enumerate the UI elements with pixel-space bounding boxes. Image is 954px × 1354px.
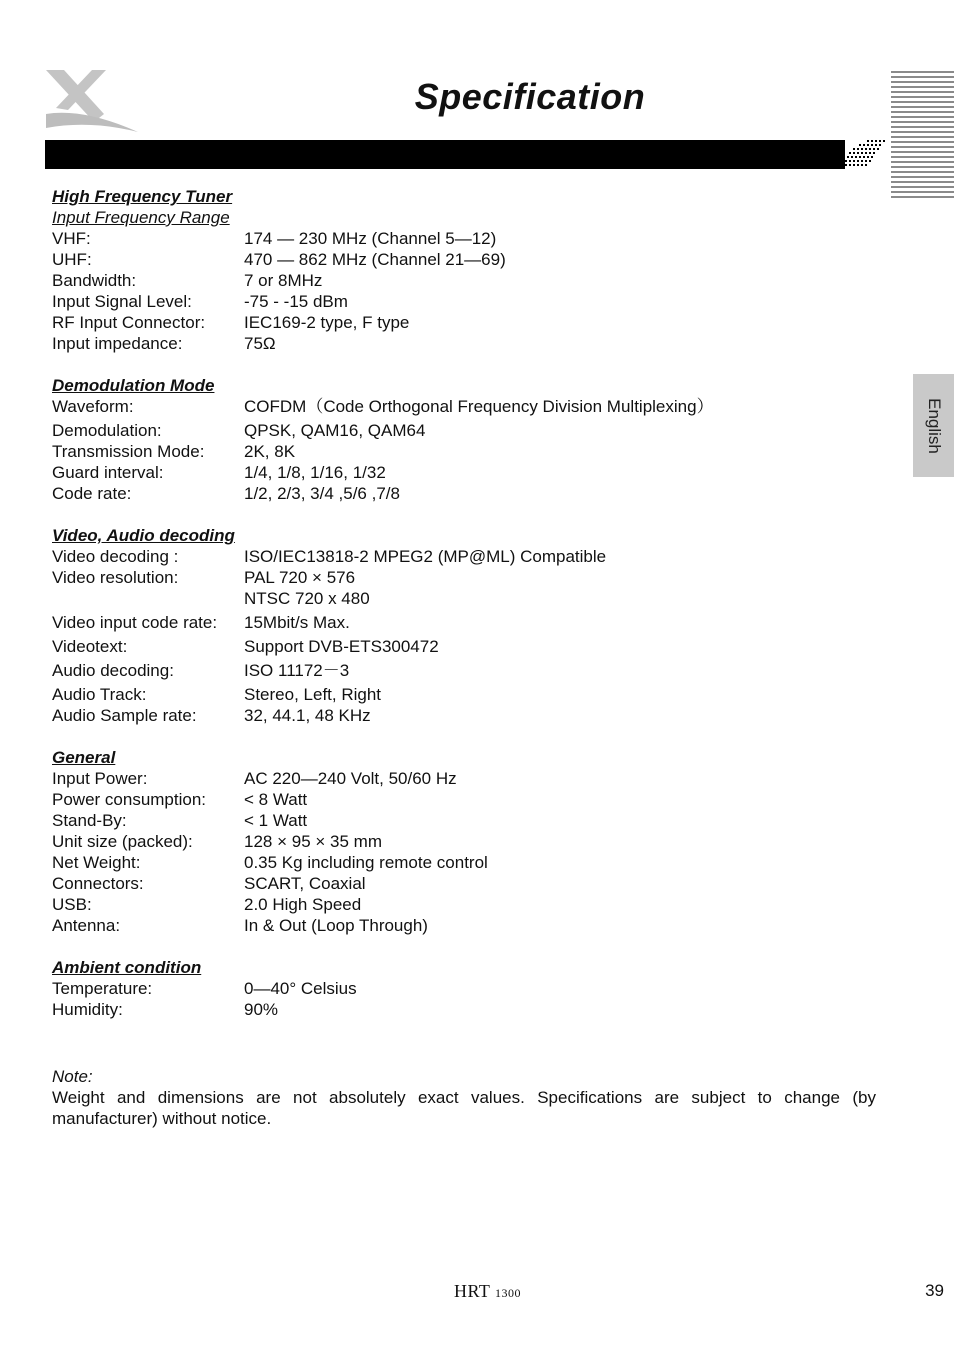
section-title: Video, Audio decoding (52, 526, 235, 545)
spec-label: VHF: (52, 229, 91, 248)
spec-value: SCART, Coaxial (244, 874, 366, 893)
spec-row (52, 915, 882, 936)
spec-label: Temperature: (52, 979, 153, 998)
spec-row (52, 270, 882, 291)
spec-label: Unit size (packed): (52, 832, 193, 851)
spec-value: 1/2, 2/3, 3/4 ,5/6 ,7/8 (244, 484, 400, 503)
spec-value: 1/4, 1/8, 1/16, 1/32 (244, 463, 386, 482)
spec-row (52, 768, 882, 789)
spec-value: In & Out (Loop Through) (244, 916, 428, 935)
section-video-audio-decoding (52, 525, 882, 726)
spec-label: Audio Track: (52, 685, 147, 704)
spec-value: 0—40° Celsius (244, 979, 357, 998)
spec-value: 75Ω (244, 334, 276, 353)
model-number: 1300 (495, 1286, 522, 1300)
spec-row (52, 333, 882, 354)
section-demodulation-mode (52, 375, 882, 504)
spec-row (52, 249, 882, 270)
spec-row (52, 396, 882, 417)
spec-value: 174 — 230 MHz (Channel 5—12) (244, 229, 497, 248)
spec-label: Input Signal Level: (52, 292, 192, 311)
spec-value: 2.0 High Speed (244, 895, 362, 914)
spec-row (52, 660, 882, 681)
section-general (52, 747, 882, 936)
spec-row (52, 789, 882, 810)
spec-row (52, 612, 882, 633)
spec-label: Video resolution: (52, 568, 179, 587)
spec-value: 128 × 95 × 35 mm (244, 832, 382, 851)
spec-value: Stereo, Left, Right (244, 685, 382, 704)
spec-label: UHF: (52, 250, 92, 269)
spec-label: Transmission Mode: (52, 442, 205, 461)
section-title: Demodulation Mode (52, 376, 215, 395)
spec-label: Net Weight: (52, 853, 141, 872)
spec-value: 90% (244, 1000, 279, 1019)
spec-value: 2K, 8K (244, 442, 296, 461)
model-name: HRT (453, 1281, 491, 1301)
spec-content (52, 186, 882, 1041)
spec-label: Humidity: (52, 1000, 123, 1019)
spec-label: Antenna: (52, 916, 121, 935)
spec-value: QPSK, QAM16, QAM64 (244, 421, 426, 440)
spec-label: USB: (52, 895, 92, 914)
note-title: Note: (52, 1067, 93, 1086)
spec-label: Demodulation: (52, 421, 162, 440)
spec-row (52, 483, 882, 504)
language-side-tab[interactable] (913, 374, 954, 477)
spec-label: Guard interval: (52, 463, 164, 482)
spec-value: 32, 44.1, 48 KHz (244, 706, 371, 725)
spec-value: IEC169-2 type, F type (244, 313, 410, 332)
spec-value: < 8 Watt (244, 790, 308, 809)
spec-value: 0.35 Kg including remote control (244, 853, 488, 872)
spec-label: Bandwidth: (52, 271, 137, 290)
spec-label: Input impedance: (52, 334, 183, 353)
spec-value: 7 or 8MHz (244, 271, 323, 290)
section-high-frequency-tuner (52, 186, 882, 354)
note-text: Weight and dimensions are not absolutely exact values. Specifications are subject to change (by manufacturer) without notice. (52, 1088, 876, 1128)
spec-label: Input Power: (52, 769, 148, 788)
spec-row (52, 978, 882, 999)
spec-label: Videotext: (52, 637, 128, 656)
spec-row (52, 873, 882, 894)
section-subtitle: Input Frequency Range (52, 208, 230, 227)
note-block (52, 1066, 876, 1129)
bar-dot-pattern (845, 140, 885, 169)
title-bar (45, 140, 845, 169)
spec-row (52, 894, 882, 915)
spec-value: Support DVB-ETS300472 (244, 637, 439, 656)
spec-label: RF Input Connector: (52, 313, 206, 332)
spec-row (52, 831, 882, 852)
page-number: 39 (925, 1281, 944, 1300)
section-title: High Frequency Tuner (52, 187, 233, 206)
spec-row (52, 546, 882, 567)
spec-row (52, 636, 882, 657)
spec-value: ISO/IEC13818-2 MPEG2 (MP@ML) Compatible (244, 547, 607, 566)
footer-model (0, 1281, 954, 1302)
spec-row (52, 705, 882, 726)
spec-value: ISO 11172－3 (244, 661, 350, 680)
spec-row (52, 312, 882, 333)
section-title: General (52, 748, 116, 767)
spec-value: -75 - -15 dBm (244, 292, 348, 311)
spec-label: Code rate: (52, 484, 132, 503)
spec-row (52, 462, 882, 483)
spec-row (52, 999, 882, 1020)
spec-row (52, 228, 882, 249)
spec-label: Power consumption: (52, 790, 207, 809)
spec-row (52, 567, 882, 609)
section-title: Ambient condition (52, 958, 202, 977)
spec-row (52, 291, 882, 312)
spec-value: PAL 720 × 576 NTSC 720 x 480 (244, 568, 370, 608)
spec-label: Audio Sample rate: (52, 706, 197, 725)
spec-row (52, 852, 882, 873)
corner-stripes-decoration (891, 70, 954, 198)
spec-value: COFDM（Code Orthogonal Frequency Division Multiplexing） (244, 397, 714, 416)
spec-value: < 1 Watt (244, 811, 308, 830)
spec-label: Waveform: (52, 397, 134, 416)
section-ambient-condition (52, 957, 882, 1020)
spec-value: 470 — 862 MHz (Channel 21—69) (244, 250, 506, 269)
spec-value: 15Mbit/s Max. (244, 613, 350, 632)
spec-label: Connectors: (52, 874, 144, 893)
spec-row (52, 810, 882, 831)
spec-row (52, 684, 882, 705)
spec-row (52, 441, 882, 462)
spec-value: AC 220—240 Volt, 50/60 Hz (244, 769, 457, 788)
language-tab-label: English (924, 397, 944, 454)
spec-label: Video decoding : (52, 547, 179, 566)
spec-label: Video input code rate: (52, 613, 218, 632)
spec-row (52, 420, 882, 441)
spec-label: Audio decoding: (52, 661, 174, 680)
page-title: Specification (414, 76, 646, 117)
spec-label: Stand-By: (52, 811, 127, 830)
